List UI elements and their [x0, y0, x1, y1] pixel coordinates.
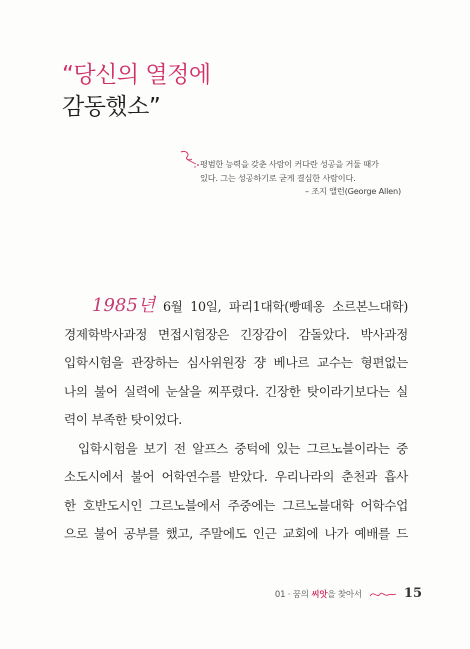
body-line: 력이 부족한 탓이었다. — [64, 412, 182, 427]
body-line: 한 호반도시인 그르노블에서 주중에는 그르노블대학 어학수업 — [64, 497, 408, 513]
body-line: 나의 불어 실력에 눈살을 찌푸렸다. 긴장한 탓이라기보다는 실 — [64, 383, 408, 399]
body-line: 소도시에서 불어 어학연수를 받았다. 우리나라의 춘천과 흡사 — [64, 469, 408, 484]
body-text — [64, 292, 408, 549]
running-footer: 01 · 꿈의 씨앗을 찾아서 — [274, 589, 362, 600]
body-line: 으로 불어 공부를 했고, 주말에도 인근 교회에 나가 예배를 드 — [64, 526, 408, 541]
quote-attribution: – 조지 앨런(George Allen) — [305, 186, 401, 196]
epigraph-quote — [200, 158, 405, 199]
page-number: 15 — [403, 586, 422, 601]
year-highlight: 1985년 — [92, 295, 156, 316]
body-line: 경제학박사과정 면접시험장은 긴장감이 감돌았다. 박사과정 — [64, 326, 408, 342]
body-line: 입학시험을 보기 전 알프스 중턱에 있는 그르노블이라는 중 — [78, 440, 408, 456]
page-footer — [275, 586, 422, 601]
quote-line: 있다. 그는 성공하기로 굳게 결심한 사람이다. — [200, 172, 356, 183]
body-line: 1985년 6월 10일, 파리1대학(빵떼옹 소르본느대학) — [92, 295, 408, 316]
chapter-title-line2: 감동했소” — [62, 94, 161, 120]
signature-flourish-icon — [368, 587, 398, 601]
quote-line: 평범한 능력을 갖춘 사람이 커다란 성공을 거둘 때가 — [200, 159, 379, 169]
body-line: 입학시험을 관장하는 심사위원장 쟝 베나르 교수는 형편없는 — [64, 355, 408, 370]
chapter-title-line1: “당신의 열정에 — [62, 62, 211, 88]
